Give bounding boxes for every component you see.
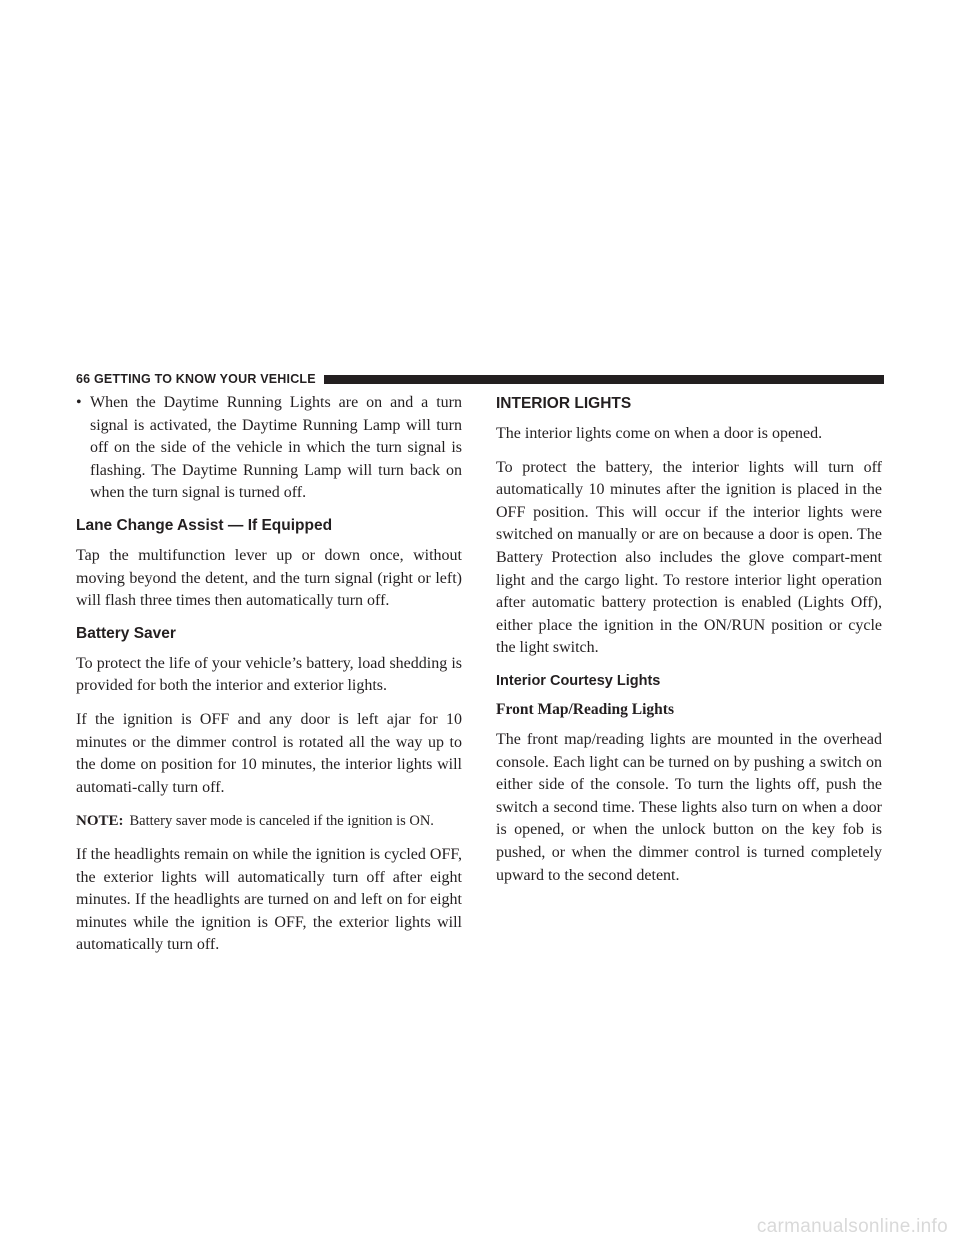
page-number-section-title: 66 GETTING TO KNOW YOUR VEHICLE	[76, 372, 316, 386]
interior-lights-paragraph-2: To protect the battery, the interior lights will turn off automatically 10 minutes after the ignition is placed in the OFF position. This will occur if the interior lights were switched on manually or are on because a door is open. The Battery Protection also includes the glove compart-ment light and the cargo light. To restore interior light operation after automatic battery protection is enabled (Lights Off), either place the ignition in the ON/RUN position or cycle the light switch.	[496, 458, 882, 657]
courtesy-lights-heading: Interior Courtesy Lights	[496, 672, 661, 689]
bullet-icon: •	[76, 394, 82, 411]
interior-lights-heading: INTERIOR LIGHTS	[496, 395, 632, 412]
battery-saver-paragraph-1: To protect the life of your vehicle’s battery, load shedding is provided for both the interior and exterior lights.	[76, 654, 462, 695]
list-item	[76, 392, 462, 505]
watermark: carmanualsonline.info	[756, 1216, 948, 1237]
lane-change-paragraph: Tap the multifunction lever up or down once, without moving beyond the detent, and the turn signal (right or left) will flash three times then automatically turn off.	[76, 546, 462, 610]
map-reading-heading: Front Map/Reading Lights	[496, 700, 674, 718]
battery-saver-heading: Battery Saver	[76, 624, 176, 642]
bullet-text: When the Daytime Running Lights are on and a turn signal is activated, the Daytime Running Lamp will turn off on the side of the vehicle in which the turn signal is flashing. The Daytime Running Lamp will turn back on when the turn signal is turned off.	[90, 394, 462, 502]
interior-lights-paragraph-1: The interior lights come on when a door is opened.	[496, 425, 823, 442]
left-column	[76, 392, 462, 968]
note-text: Battery saver mode is canceled if the ignition is ON.	[129, 813, 434, 830]
map-reading-paragraph: The front map/reading lights are mounted in the overhead console. Each light can be turned on by pushing a switch on either side of the console. To turn the lights off, push the switch a second time. These lights also turn on when a door is opened, or when the unlock button on the key fob is pushed, or when the dimmer control is turned completely upward to the second detent.	[496, 730, 882, 884]
battery-saver-paragraph-2: If the ignition is OFF and any door is left ajar for 10 minutes or the dimmer control is rotated all the way up to the dome on position for 10 minutes, the interior lights will automati-cally turn off.	[76, 710, 462, 796]
note-paragraph	[76, 810, 462, 833]
lane-change-heading: Lane Change Assist — If Equipped	[76, 516, 333, 534]
right-column	[496, 392, 882, 898]
battery-saver-paragraph-3: If the headlights remain on while the ignition is cycled OFF, the exterior lights will automatically turn off after eight minutes. If the headlights are turned on and left on for eight minutes while the ignition is OFF, the exterior lights will automatically turn off.	[76, 845, 462, 954]
note-label: NOTE:	[76, 813, 124, 830]
header-rule	[324, 375, 884, 384]
page-header	[76, 372, 884, 386]
